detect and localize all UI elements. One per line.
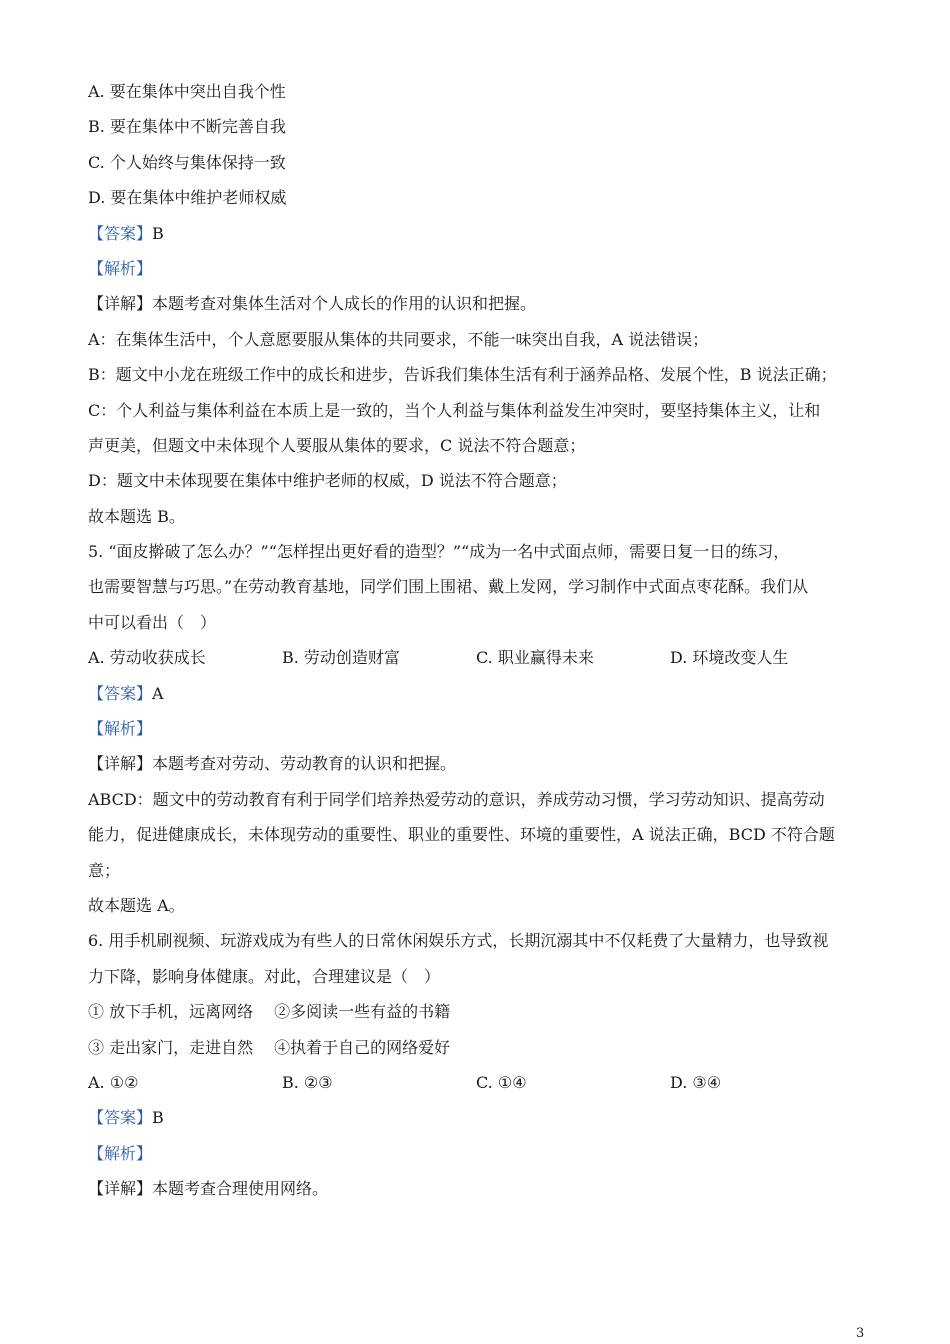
- answer-tag: 【答案】: [88, 1108, 153, 1128]
- q5-options: [88, 644, 868, 679]
- q5-option-a: A. 劳动收获成长: [88, 648, 206, 668]
- q5-explain-3: 意；: [88, 860, 121, 880]
- document-page: [88, 78, 868, 1211]
- q5-analysis-tag: 【解析】: [88, 719, 153, 739]
- q6-stem-1: 6. 用手机刷视频、玩游戏成为有些人的日常休闲娱乐方式，长期沉溺其中不仅耗费了大量精力，也导致视: [88, 931, 829, 951]
- q4-detail: 【详解】本题考查对集体生活对个人成长的作用的认识和把握。: [88, 294, 537, 314]
- q4-explain-c: C：个人利益与集体利益在本质上是一致的，当个人利益与集体利益发生冲突时，要坚持集体主义，让和: [88, 400, 821, 420]
- q4-conclusion: 故本题选 B。: [88, 506, 185, 526]
- q6-option-b: B. ②③: [282, 1072, 333, 1092]
- q4-explain-a: A：在集体生活中，个人意愿要服从集体的共同要求，不能一味突出自我，A 说法错误；: [88, 329, 709, 349]
- q6-option-a: A. ①②: [88, 1072, 139, 1092]
- q6-analysis-tag: 【解析】: [88, 1143, 153, 1163]
- answer-value: A: [152, 683, 164, 703]
- q4-explain-c-cont: 声更美，但题文中未体现个人要服从集体的要求，C 说法不符合题意；: [88, 435, 586, 455]
- q4-explain-b: B：题文中小龙在班级工作中的成长和进步，告诉我们集体生活有利于涵养品格、发展个性，B 说法正确；: [88, 365, 837, 385]
- q4-option-c: C. 个人始终与集体保持一致: [88, 152, 286, 172]
- q5-option-d: D. 环境改变人生: [670, 648, 789, 668]
- q4-analysis-tag: 【解析】: [88, 258, 153, 278]
- q6-option-c: C. ①④: [476, 1072, 527, 1092]
- q5-stem-3: 中可以看出（ ）: [88, 612, 217, 632]
- q4-option-a: A. 要在集体中突出自我个性: [88, 82, 286, 101]
- q5-conclusion: 故本题选 A。: [88, 895, 185, 915]
- q5-option-c: C. 职业赢得未来: [476, 648, 594, 668]
- q6-options: [88, 1069, 868, 1104]
- q6-choices-1: ① 放下手机，远离网络 ②多阅读一些有益的书籍: [88, 1002, 451, 1022]
- q5-answer: [88, 680, 868, 715]
- q6-choices-2: ③ 走出家门，走进自然 ④执着于自己的网络爱好: [88, 1037, 451, 1057]
- q4-option-d: D. 要在集体中维护老师权威: [88, 188, 287, 208]
- q4-answer: [88, 220, 868, 255]
- q5-detail: 【详解】本题考查对劳动、劳动教育的认识和把握。: [88, 754, 457, 774]
- q4-option-b: B. 要在集体中不断完善自我: [88, 117, 286, 137]
- q5-stem-1: 5. “面皮擀破了怎么办？”“怎样捏出更好看的造型？”“成为一名中式面点师，需要日复一日的练习，: [88, 542, 790, 562]
- answer-tag: 【答案】: [88, 683, 153, 703]
- q6-answer: [88, 1104, 868, 1139]
- q5-explain-2: 能力，促进健康成长，未体现劳动的重要性、职业的重要性、环境的重要性，A 说法正确，BCD 不符合题: [88, 825, 835, 845]
- q5-explain-1: ABCD：题文中的劳动教育有利于同学们培养热爱劳动的意识，养成劳动习惯，学习劳动知识、提高劳动: [88, 789, 825, 809]
- q6-option-d: D. ③④: [670, 1072, 722, 1092]
- answer-tag: 【答案】: [88, 223, 153, 243]
- page-number: 3: [856, 1326, 865, 1341]
- q5-option-b: B. 劳动创造财富: [282, 648, 400, 668]
- q6-stem-2: 力下降，影响身体健康。对此，合理建议是（ ）: [88, 966, 441, 986]
- q6-detail: 【详解】本题考查合理使用网络。: [88, 1179, 329, 1199]
- answer-value: B: [152, 223, 164, 243]
- q5-stem-2: 也需要智慧与巧思。”在劳动教育基地，同学们围上围裙、戴上发网，学习制作中式面点枣花酥。我们从: [88, 577, 809, 597]
- q4-explain-d: D：题文中未体现要在集体中维护老师的权威，D 说法不符合题意；: [88, 471, 567, 491]
- answer-value: B: [152, 1108, 164, 1128]
